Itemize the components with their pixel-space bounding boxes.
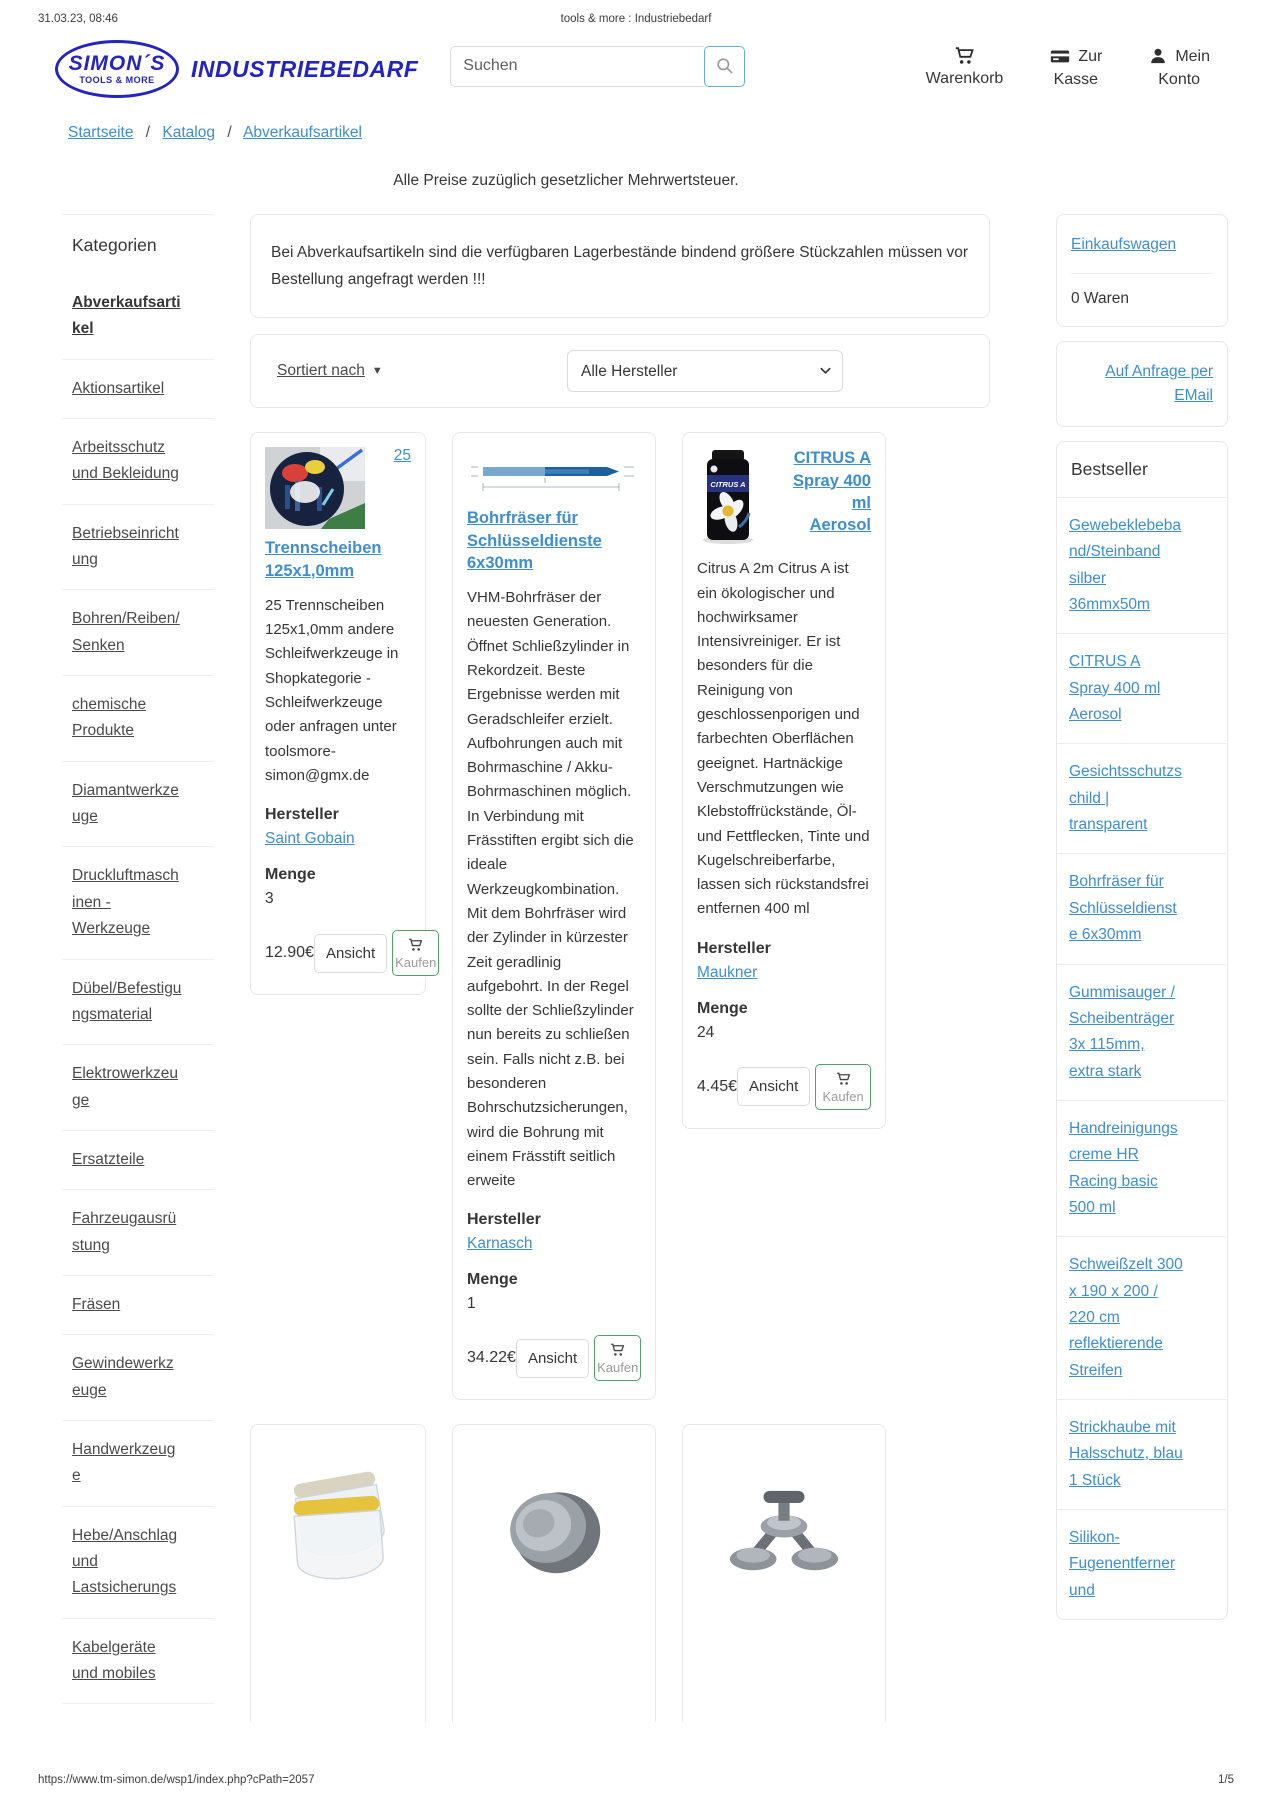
checkout-link[interactable] [1049, 45, 1102, 91]
account-label-top: Mein [1175, 47, 1210, 65]
print-url: https://www.tm-simon.de/wsp1/index.php?cPath=2057 [38, 1774, 315, 1786]
quantity-label: Menge [697, 999, 748, 1017]
bestseller-item[interactable] [1057, 1101, 1227, 1237]
manufacturer-label: Hersteller [265, 806, 339, 824]
logo-oval [55, 40, 179, 98]
product-image-citrus-spray[interactable] [697, 447, 759, 545]
product-card-gesichtsschutz [250, 1424, 426, 1722]
product-description: 25 Trennscheiben 125x1,0mm andere Schleifwerkzeuge in Shopkategorie - Schleifwerkzeuge oder anfragen unter toolsmore-simon@gmx.de [265, 596, 399, 784]
credit-card-icon [1049, 45, 1071, 67]
price: 12.90€ [265, 944, 314, 962]
sidebar-link[interactable]: Fräsen [72, 1295, 121, 1313]
breadcrumb-home[interactable]: Startseite [68, 124, 134, 141]
product-image-trennscheiben[interactable] [265, 447, 365, 529]
manufacturer-link[interactable]: Saint Gobain [265, 830, 355, 848]
quantity-value: 3 [265, 890, 274, 908]
product-card-bohrfraeser [452, 432, 656, 1400]
product-image-gummisauger[interactable] [714, 1461, 854, 1601]
logo-wordmark: INDUSTRIEBEDARF [191, 55, 419, 82]
request-box [1056, 341, 1228, 427]
product-card-trennscheiben [250, 432, 437, 995]
buy-label: Kaufen [597, 1360, 639, 1376]
sidebar-link[interactable]: Diamantwerkzeuge [72, 781, 179, 826]
checkout-label-top: Zur [1078, 47, 1103, 65]
sidebar-item-chemische-produkte[interactable] [62, 676, 214, 762]
caret-down-icon: ▼ [371, 365, 383, 378]
sidebar-item-abverkaufsartikel[interactable] [62, 274, 214, 360]
bestseller-link[interactable]: Handreinigungscreme HR Racing basic 500 ml [1069, 1119, 1178, 1216]
sidebar-item-betriebseinrichtung[interactable] [62, 505, 214, 591]
print-header [0, 0, 1272, 28]
product-title-link[interactable]: Bohrfräser für Schlüsseldienste 6x30mm [467, 509, 602, 572]
sort-toolbar [250, 334, 990, 408]
sidebar-item-elektrowerkzeuge[interactable] [62, 1045, 214, 1131]
cart-box [1056, 214, 1228, 327]
search-bar [450, 46, 745, 87]
quantity-value: 24 [697, 1023, 715, 1041]
view-button[interactable]: Ansicht [737, 1067, 810, 1106]
sidebar-item-handwerkzeuge[interactable] [62, 1421, 214, 1507]
product-card-citrus-spray [682, 432, 886, 1128]
sidebar-link[interactable]: chemische Produkte [72, 696, 147, 740]
bestseller-item[interactable] [1057, 498, 1227, 634]
sidebar-link[interactable]: Bohren/Reiben/Senken [72, 610, 180, 654]
email-request-link[interactable]: Auf Anfrage per EMail [1105, 363, 1213, 405]
sidebar-link[interactable]: Fahrzeugausrüstung [72, 1210, 177, 1254]
header-actions [926, 45, 1210, 91]
person-icon [1148, 46, 1168, 66]
sort-label: Sortiert nach [277, 362, 365, 380]
bestseller-link[interactable]: Gesichtsschutzschild | transparent [1069, 763, 1182, 834]
sidebar-item-hebe-anschlag[interactable] [62, 1507, 214, 1619]
right-sidebar [1056, 214, 1228, 1634]
breadcrumb [0, 98, 1272, 142]
product-title-link[interactable]: Trennscheiben 125x1,0mm [265, 539, 382, 580]
breadcrumb-separator: / [145, 124, 151, 141]
sidebar-item-aktionsartikel[interactable] [62, 360, 214, 419]
print-date: 31.03.23, 08:46 [38, 13, 118, 25]
print-footer [38, 1774, 1234, 1786]
view-button[interactable]: Ansicht [314, 934, 387, 973]
breadcrumb-separator: / [227, 124, 232, 141]
bestseller-link[interactable]: Gummisauger / Scheibenträger 3x 115mm, extra stark [1069, 983, 1175, 1080]
main-content [250, 214, 990, 1722]
sidebar-link[interactable]: Druckluftmaschinen - Werkzeuge [72, 867, 179, 938]
product-card-gummisauger [682, 1424, 886, 1722]
product-title-link[interactable]: CITRUS A Spray 400 ml Aerosol [793, 449, 871, 535]
product-grid [250, 432, 990, 1722]
cart-box-link[interactable]: Einkaufswagen [1071, 236, 1177, 253]
cart-link[interactable] [926, 45, 1004, 91]
sidebar-link[interactable]: Kabelgeräte und mobiles [72, 1638, 156, 1682]
buy-button[interactable] [594, 1335, 641, 1381]
sidebar-link[interactable]: Arbeitsschutz und Bekleidung [72, 439, 179, 483]
svg-text:CITRUS A: CITRUS A [710, 480, 746, 490]
buy-label: Kaufen [395, 955, 437, 971]
sidebar-link[interactable]: Elektrowerkzeuge [72, 1065, 178, 1109]
manufacturer-select[interactable] [567, 350, 843, 392]
bestseller-title: Bestseller [1057, 442, 1227, 498]
bestseller-item[interactable] [1057, 965, 1227, 1101]
buy-button[interactable] [392, 930, 439, 976]
manufacturer-label: Hersteller [467, 1211, 541, 1229]
checkout-label: Kasse [1053, 71, 1099, 88]
quantity-value: 1 [467, 1295, 476, 1313]
bestseller-item[interactable] [1057, 1510, 1227, 1619]
sidebar-item-gewindewerkzeuge[interactable] [62, 1335, 214, 1421]
tax-notice: Alle Preise zuzüglich gesetzlicher Mehrwertsteuer. [393, 172, 739, 189]
sidebar-item-bohren[interactable] [62, 590, 214, 676]
divider [1071, 273, 1213, 274]
print-page-number: 1/5 [1218, 1774, 1234, 1786]
sidebar-link[interactable]: Hebe/Anschlag und Lastsicherungs [72, 1526, 178, 1597]
account-label: Konto [1158, 71, 1201, 88]
sidebar-link[interactable]: Dübel/Befestigungsmaterial [72, 979, 182, 1023]
sidebar-link[interactable]: Abverkaufsartikel [72, 294, 181, 338]
bestseller-item[interactable] [1057, 1237, 1227, 1400]
price: 4.45€ [697, 1077, 738, 1095]
sidebar-link[interactable]: Ersatzteile [72, 1150, 145, 1168]
buy-label: Kaufen [822, 1088, 864, 1104]
sidebar-link[interactable]: Gewindewerkzeuge [72, 1355, 174, 1399]
sidebar-link[interactable]: Aktionsartikel [72, 379, 165, 397]
sidebar-link[interactable]: Betriebseinrichtung [72, 524, 179, 569]
search-input[interactable] [450, 46, 704, 87]
sidebar-item-duebel[interactable] [62, 960, 214, 1046]
product-count-link[interactable]: 25 [393, 447, 411, 465]
stock-notice-text: Bei Abverkaufsartikeln sind die verfügbaren Lagerbestände bindend größere Stückzahlen müssen vor Bestellung angefragt werden !!! [271, 244, 969, 289]
site-header [0, 28, 1272, 98]
bestseller-link[interactable]: Schweißzelt 300 x 190 x 200 / 220 cm reflektierende Streifen [1069, 1256, 1183, 1379]
cart-icon [609, 1342, 626, 1358]
sidebar-item-kabelgeraete[interactable] [62, 1619, 214, 1705]
view-button[interactable]: Ansicht [516, 1339, 589, 1378]
cart-count: 0 Waren [1071, 290, 1130, 308]
content-columns [0, 214, 1272, 1722]
category-sidebar [62, 214, 214, 1704]
manufacturer-label: Hersteller [697, 939, 771, 957]
cart-label: Warenkorb [925, 69, 1004, 87]
bestseller-link[interactable]: Gewebeklebeband/Steinband silber 36mmx50m [1069, 517, 1182, 614]
price: 34.22€ [467, 1349, 516, 1367]
bestseller-item[interactable] [1057, 854, 1227, 964]
bestseller-link[interactable]: Bohrfräser für Schlüsseldienste 6x30mm [1069, 873, 1177, 944]
manufacturer-link[interactable]: Karnasch [467, 1235, 533, 1253]
sidebar-item-ersatzteile[interactable] [62, 1131, 214, 1190]
sidebar-item-fraesen[interactable] [62, 1276, 214, 1335]
quantity-label: Menge [467, 1271, 518, 1289]
sidebar-link[interactable]: Handwerkzeuge [72, 1440, 176, 1485]
product-image-gesichtsschutz[interactable] [268, 1461, 408, 1601]
sidebar-item-fahrzeugausruestung[interactable] [62, 1190, 214, 1276]
manufacturer-link[interactable]: Maukner [697, 963, 758, 981]
product-image-grauscheibe[interactable] [484, 1461, 624, 1601]
logo-name: SIMON´S [68, 52, 166, 75]
sort-dropdown[interactable] [277, 362, 365, 380]
print-title: tools & more : Industriebedarf [560, 13, 712, 25]
account-link[interactable] [1148, 45, 1210, 91]
breadcrumb-current[interactable]: Abverkaufsartikel [243, 124, 362, 141]
cart-icon [953, 45, 976, 67]
bestseller-link[interactable]: CITRUS A Spray 400 ml Aerosol [1069, 653, 1161, 724]
sidebar-item-druckluftmaschinen[interactable] [62, 847, 214, 959]
product-description: VHM-Bohrfräser der neuesten Generation. Öffnet Schließzylinder in Rekordzeit. Beste Ergebnisse werden mit Geradschleifer erzielt. Aufbohrungen auch mit Bohrmaschine / Akku-Bohrmaschinen möglich. In Verbindung mit Frässtiften ergibt sich die ideale Werkzeugkombination. Mit dem Bohrfräser wird der Zylinder in kürzester Zeit geradlinig aufgebohrt. In der Regel sollte der Schließzylinder nun bereits zu schließen sein. Falls nicht z.B. bei besonderen Bohrschutzsicherungen, wird die Bohrung mit einem Frässtift seitlich erweite [467, 589, 634, 1190]
product-description: Citrus A 2m Citrus A ist ein ökologischer und hochwirksamer Intensivreiniger. Er ist besonders für die Reinigung von geschlossenporigen und farbechten Oberflächen geeignet. Hartnäckige Verschmutzungen wie Klebstoffrückstände, Öl- und Fettflecken, Tinte und Kugelschreiberfarbe, lassen sich rückstandsfrei entfernen 400 ml [697, 560, 870, 918]
logo-subtitle: TOOLS & MORE [79, 75, 155, 85]
bestseller-item[interactable] [1057, 1400, 1227, 1510]
manufacturer-select-wrap [567, 350, 843, 392]
bestseller-box [1056, 441, 1228, 1620]
bestseller-link[interactable]: Silikon-Fugenentferner und [1069, 1529, 1175, 1599]
cart-icon [407, 937, 424, 953]
product-card-grauscheibe [452, 1424, 656, 1722]
bestseller-link[interactable]: Strickhaube mit Halsschutz, blau 1 Stück [1069, 1418, 1183, 1489]
breadcrumb-catalog[interactable]: Katalog [162, 124, 215, 141]
cart-icon [835, 1071, 852, 1087]
bestseller-item[interactable] [1057, 744, 1227, 854]
search-icon [715, 56, 735, 76]
sidebar-item-arbeitsschutz[interactable] [62, 419, 214, 505]
shop-logo[interactable] [55, 40, 418, 98]
buy-button[interactable] [815, 1064, 871, 1110]
category-title: Kategorien [72, 235, 157, 255]
product-image-bohrfraeser[interactable] [469, 447, 639, 499]
quantity-label: Menge [265, 866, 316, 884]
bestseller-item[interactable] [1057, 634, 1227, 744]
sidebar-item-diamantwerkzeuge[interactable] [62, 762, 214, 848]
search-button[interactable] [704, 46, 745, 87]
stock-notice-card [250, 214, 990, 318]
